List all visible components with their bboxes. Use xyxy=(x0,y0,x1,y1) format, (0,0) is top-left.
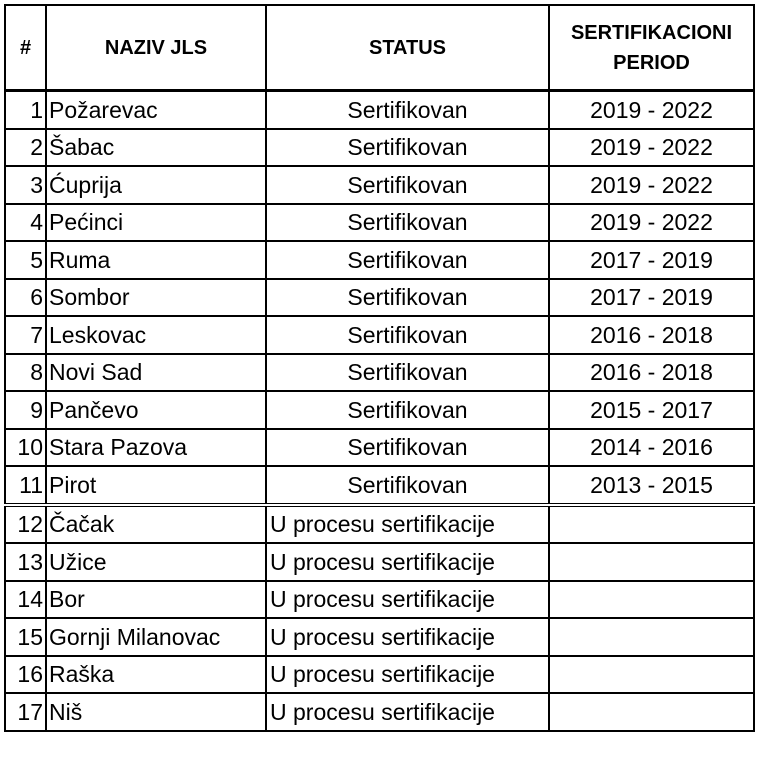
certification-table xyxy=(4,4,755,732)
certification-status: Sertifikovan xyxy=(266,316,549,354)
municipality-name: Gornji Milanovac xyxy=(46,618,266,656)
municipality-name: Požarevac xyxy=(46,91,266,129)
certification-status: Sertifikovan xyxy=(266,354,549,392)
row-number: 4 xyxy=(5,204,46,242)
municipality-name: Sombor xyxy=(46,279,266,317)
row-number: 9 xyxy=(5,391,46,429)
row-number: 10 xyxy=(5,429,46,467)
certification-status: Sertifikovan xyxy=(266,166,549,204)
table-body xyxy=(5,91,754,731)
table-row xyxy=(5,693,754,731)
municipality-name: Novi Sad xyxy=(46,354,266,392)
certification-period: 2016 - 2018 xyxy=(549,316,754,354)
certification-period: 2015 - 2017 xyxy=(549,391,754,429)
certification-table-container xyxy=(4,4,755,732)
municipality-name: Užice xyxy=(46,543,266,581)
table-row xyxy=(5,581,754,619)
municipality-name: Ruma xyxy=(46,241,266,279)
table-row xyxy=(5,129,754,167)
row-number: 17 xyxy=(5,693,46,731)
table-row xyxy=(5,279,754,317)
certification-period: 2013 - 2015 xyxy=(549,466,754,505)
row-number: 11 xyxy=(5,466,46,505)
row-number: 14 xyxy=(5,581,46,619)
certification-status: U procesu sertifikacije xyxy=(266,618,549,656)
municipality-name: Stara Pazova xyxy=(46,429,266,467)
certification-period xyxy=(549,693,754,731)
certification-period: 2019 - 2022 xyxy=(549,166,754,204)
certification-period: 2019 - 2022 xyxy=(549,91,754,129)
municipality-name: Pančevo xyxy=(46,391,266,429)
table-row xyxy=(5,466,754,505)
municipality-name: Leskovac xyxy=(46,316,266,354)
certification-period xyxy=(549,581,754,619)
certification-status: Sertifikovan xyxy=(266,91,549,129)
municipality-name: Pirot xyxy=(46,466,266,505)
table-row xyxy=(5,204,754,242)
certification-status: U procesu sertifikacije xyxy=(266,656,549,694)
municipality-name: Raška xyxy=(46,656,266,694)
municipality-name: Niš xyxy=(46,693,266,731)
municipality-name: Ćuprija xyxy=(46,166,266,204)
row-number: 3 xyxy=(5,166,46,204)
row-number: 2 xyxy=(5,129,46,167)
municipality-name: Šabac xyxy=(46,129,266,167)
table-row xyxy=(5,241,754,279)
table-row xyxy=(5,429,754,467)
certification-period: 2017 - 2019 xyxy=(549,241,754,279)
certification-status: U procesu sertifikacije xyxy=(266,693,549,731)
header-name: NAZIV JLS xyxy=(46,5,266,91)
header-period: SERTIFIKACIONI PERIOD xyxy=(549,5,754,91)
header-number: # xyxy=(5,5,46,91)
certification-status: Sertifikovan xyxy=(266,241,549,279)
certification-status: U procesu sertifikacije xyxy=(266,505,549,544)
certification-status: Sertifikovan xyxy=(266,391,549,429)
header-status: STATUS xyxy=(266,5,549,91)
table-row xyxy=(5,543,754,581)
certification-period: 2019 - 2022 xyxy=(549,129,754,167)
table-row xyxy=(5,505,754,544)
row-number: 1 xyxy=(5,91,46,129)
table-row xyxy=(5,618,754,656)
certification-status: Sertifikovan xyxy=(266,429,549,467)
row-number: 7 xyxy=(5,316,46,354)
municipality-name: Pećinci xyxy=(46,204,266,242)
certification-period xyxy=(549,618,754,656)
certification-status: U procesu sertifikacije xyxy=(266,581,549,619)
certification-period: 2019 - 2022 xyxy=(549,204,754,242)
certification-status: Sertifikovan xyxy=(266,129,549,167)
table-row xyxy=(5,391,754,429)
municipality-name: Bor xyxy=(46,581,266,619)
certification-period xyxy=(549,505,754,544)
row-number: 13 xyxy=(5,543,46,581)
certification-period xyxy=(549,543,754,581)
row-number: 16 xyxy=(5,656,46,694)
table-row xyxy=(5,316,754,354)
table-row xyxy=(5,656,754,694)
municipality-name: Čačak xyxy=(46,505,266,544)
table-row xyxy=(5,91,754,129)
row-number: 15 xyxy=(5,618,46,656)
certification-status: Sertifikovan xyxy=(266,204,549,242)
row-number: 8 xyxy=(5,354,46,392)
table-row xyxy=(5,166,754,204)
certification-period xyxy=(549,656,754,694)
certification-status: Sertifikovan xyxy=(266,466,549,505)
row-number: 5 xyxy=(5,241,46,279)
row-number: 6 xyxy=(5,279,46,317)
certification-status: Sertifikovan xyxy=(266,279,549,317)
table-header-row xyxy=(5,5,754,91)
table-row xyxy=(5,354,754,392)
certification-period: 2014 - 2016 xyxy=(549,429,754,467)
certification-period: 2016 - 2018 xyxy=(549,354,754,392)
certification-status: U procesu sertifikacije xyxy=(266,543,549,581)
certification-period: 2017 - 2019 xyxy=(549,279,754,317)
row-number: 12 xyxy=(5,505,46,544)
